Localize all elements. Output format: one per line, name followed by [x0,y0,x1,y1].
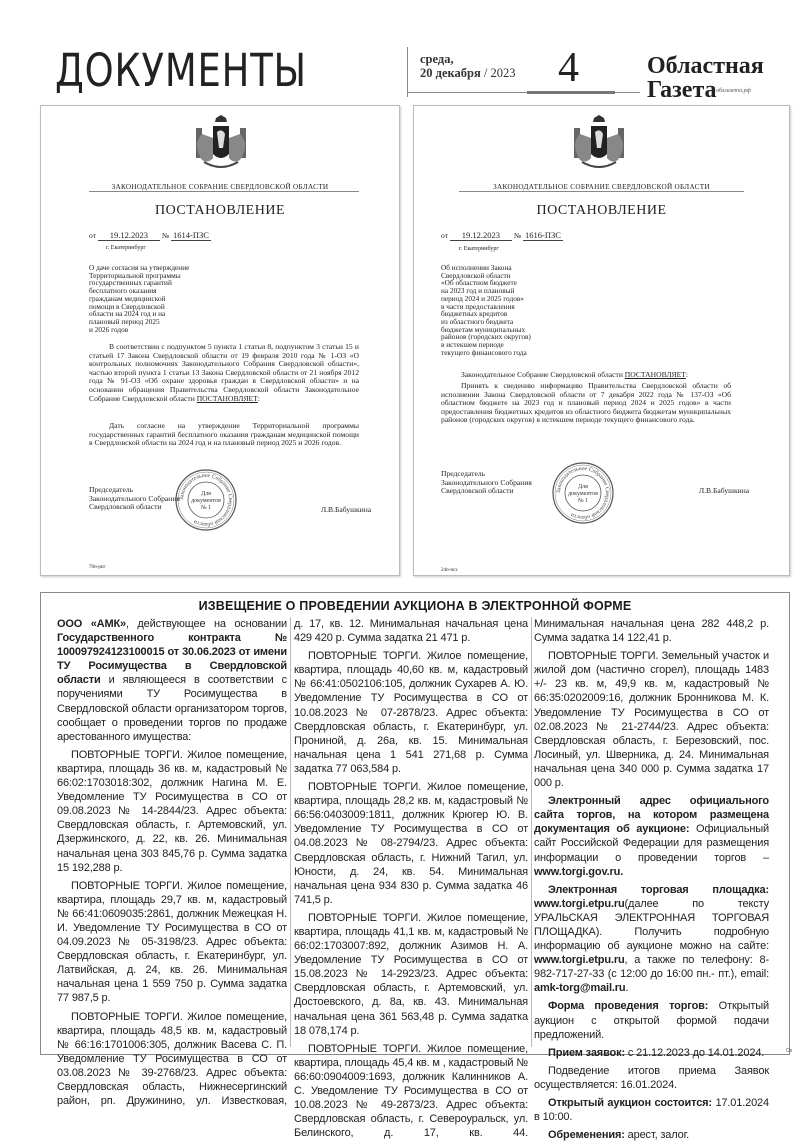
doc-body: В соответствии с подпунктом 5 пункта 1 статьи 8, подпунктом 3 статьи 15 и статьей 17 Закона Свердловской области от 19 февраля 2010 года № 1-ОЗ «О контрольных полномочиях Законодательного Собрания Свердловской области», частью второй пункта 1 статьи 13 Закона Свердловской области от 21 ноября 2012 года № 91-ОЗ «Об охране здоровья граждан в Свердловской области» и на основании обращения Правительства Свердловской области Законодательное Собрание Свердловской области ПОСТАНОВЛЯЕТ: [89,342,359,403]
issue-day: 20 декабря [420,66,481,80]
text: Открытый аукцион с открытой формой подачи предложений. [534,1000,769,1041]
doc-date: 19.12.2023 [98,231,160,241]
stamp-line-1: Для [201,491,211,497]
doc-signer: Л.В.Бабушкина [321,505,372,514]
doc-body-text: Законодательное Собрание Свердловской области [461,370,623,379]
text: арест, залог. [624,1129,690,1142]
text: ПОВТОРНЫЕ ТОРГИ. Жилое помещение, квартира, площадь 41,1 кв. м, кадастровый № 66:02:1703007:892, должник Азимов Н. А. Уведомление ТУ Росимущества в СО от 15.08.2023 № 14-2923/23. Адрес объекта: Свердловская область, г. Артемовский, ул. Достоевского, д. 8а, кв. 43. Минимальная начальная цена 361 563,48 р. Сумма задатка 18 078,174 р. [294,911,528,1037]
doc-org: ЗАКОНОДАТЕЛЬНОЕ СОБРАНИЕ СВЕРДЛОВСКОЙ ОБЛАСТИ [493,183,710,191]
text: Минимальная начальная цена 282 448,2 р. Сумма задатка 14 122,41 р. [534,618,769,645]
stamp-ring-text: Законодательное Собрание Свердловской области [178,472,234,528]
coat-of-arms-icon [564,114,634,174]
text: Официальный сайт Российской Федерации для размещения информации о проведении торгов – [534,823,769,864]
auction-paragraph [57,879,287,1006]
text: , действующее на основании [126,618,288,630]
auction-column-1 [57,617,287,1112]
doc-title: ПОСТАНОВЛЕНИЕ [154,203,286,218]
text: д. 17, кв. 12. Минимальная начальная цена 429 420 р. Сумма задатка 21 471 р. [294,618,528,645]
doc-subject: О даче согласия на утверждение Территориальной программы государственных гарантий бесплатного оказания гражданам медицинской помощи в Свердловской области на 2024 год и на плановый период 2025 и 2026 годов [89,263,190,334]
auction-paragraph [57,1010,287,1109]
doc-from-label: от [441,231,449,240]
auction-paragraph [294,617,528,645]
doc-code: 24п-нсх [441,568,458,573]
doc-resolves: ПОСТАНОВЛЯЕТ [196,393,258,403]
stamp-line-2: документов [191,498,221,504]
auction-paragraph [534,1128,769,1142]
stamp-line-1: Для [578,484,588,490]
sign-role-2: Законодательного Собрания [441,477,532,487]
auction-paragraph [534,1096,769,1124]
doc-from-label: от [89,231,97,240]
text: ПОВТОРНЫЕ ТОРГИ. Жилое помещение, квартира, площадь 28,2 кв. м, кадастровый № 66:56:0403009:1811, должник Крюгер Ю. В. Уведомление ТУ Росимущества в СО от 04.08.2023 № 08-2794/23. Адрес объекта: Свердловская область, г. Нижний Тагил, ул. Юности, д. 24, кв. 54. Минимальная начальная цена 934 830 р. Сумма задатка 46 741,5 р. [294,781,528,906]
text: ПОВТОРНЫЕ ТОРГИ. Жилое помещение, квартира, площадь 45,4 кв. м , кадастровый № 66:60:0904009:1693, должник Калинников А. С. Уведомление ТУ Росимущества в СО от 10.08.2023 № 49-2873/23. Адрес объекта: Свердловская область, г. Североуральск, ул. Белинского, д. 17, кв. 44. [294,1042,528,1140]
issue-weekday: среда, [420,52,454,66]
text: ПОВТОРНЫЕ ТОРГИ. Жилое помещение, квартира, площадь 40,60 кв. м, кадастровый № 66:41:0502106:105, должник Сухарев А. Ю. Уведомление ТУ Росимущества в СО от 10.08.2023 № 07-2878/23. Адрес объекта: Свердловская область, г. Екатеринбург, ул. Прониной, д. 26а, кв. 15. Минимальная начальная цена 1 541 271,68 р. Сумма задатка 77 063,584 р. [294,650,528,775]
auction-title: ИЗВЕЩЕНИЕ О ПРОВЕДЕНИИ АУКЦИОНА В ЭЛЕКТРОННОЙ ФОРМЕ [198,599,632,613]
official-stamp-icon [551,461,615,525]
stamp-ring-text: Законодательное Собрание Свердловской области [555,465,611,521]
section-title: ДОКУМЕНТЫ [55,44,307,97]
document-1616 [413,105,790,576]
doc-header-rule [459,191,744,192]
doc-signer: Л.В.Бабушкина [699,486,750,495]
doc-header-rule [89,191,359,192]
doc-date: 19.12.2023 [450,231,512,241]
sign-role-2: Законодательного Собрания [89,493,180,503]
bold-text: Открытый аукцион состоится: [548,1097,712,1109]
text: и являющееся в соответствии с поручениями ТУ Росимущества в Свердловской области организатором торгов, сообщает о проведении торгов по продаже арестованного имущества: [57,674,287,743]
doc-body: Законодательное Собрание Свердловской области ПОСТАНОВЛЯЕТ: [461,370,689,379]
doc-org: ЗАКОНОДАТЕЛЬНОЕ СОБРАНИЕ СВЕРДЛОВСКОЙ ОБЛАСТИ [111,183,329,191]
doc-decision: Принять к сведению информацию Правительства Свердловской области об исполнении Закона Свердловской области от 7 декабря 2022 года № 137-ОЗ «Об областном бюджете на 2023 год и плановый период 2024 и 2025 годов» в части предоставления бюджетных кредитов из областного бюджета бюджетам муниципальных районов (городских округов) в истекшем периоде текущего финансового года. [441,381,731,425]
text: , а также по телефону: 8-982-717-27-33 (с 12:00 до 16:00 пн.- пт.), email: [534,954,769,981]
text: ПОВТОРНЫЕ ТОРГИ. Земельный участок и жилой дом (частично сгорел), площадь 1483 +/- 23 кв. м, 49,9 кв. м, кадастровый № 66:35:0202009:16, должник Бронникова М. К. Уведомление ТУ Росимущества в СО от 02.08.2023 № 21-2744/23. Адрес объекта: Свердловская область, г. Березовский, пос. Лосиный, ул. Шверника, д. 24. Минимальная начальная цена 340 000 р. Сумма задатка 17 000 р. [534,650,769,790]
auction-paragraph [534,1064,769,1092]
sign-role-1: Председатель [441,469,486,478]
sign-role-3: Свердловской области [89,502,162,511]
auction-paragraph [534,649,769,790]
auction-paragraph [534,1046,769,1060]
text: 17.01.2024 в 10:00. [534,1097,769,1124]
column-divider [290,617,291,1047]
bold-text: Форма проведения торгов: [548,1000,709,1013]
doc-city: г. Екатеринбург [459,246,499,252]
auction-notice [40,592,793,1142]
auction-column-2 [294,617,528,1144]
doc-code: 70п-рпг [89,565,106,570]
stamp-line-3: № 1 [200,505,212,511]
stamp-line-3: № 1 [577,498,589,504]
auction-paragraph [57,617,287,744]
doc-decision: Дать согласие на утверждение Территориальной программы государственных гарантий бесплатного оказания гражданам медицинской помощи в Свердловской области на 2024 год и на плановый период 2025 и 2026 годов. [89,421,359,448]
bold-text: Обременения: [548,1129,625,1142]
doc-signature-role [441,470,532,496]
doc-date-line [441,231,563,241]
bold-text: ООО «АМК» [57,618,127,630]
doc-title: ПОСТАНОВЛЕНИЕ [536,203,667,218]
bold-text: Государственного контракта № 100097924123100015 от 30.06.2023 от имени ТУ Росимущества в Свердловской области [57,632,287,687]
issue-date [420,66,515,81]
auction-paragraph [294,780,528,907]
auction-paragraph [57,748,287,875]
stamp-line-2: документов [568,491,598,497]
auction-paragraph [534,999,769,1041]
text: с 21.12.2023 до 14.01.2024. [624,1046,765,1059]
text: (далее по тексту УРАЛЬСКАЯ ЭЛЕКТРОННАЯ ТОРГОВАЯ ПЛОЩАДКА). Получить подробную информацию об аукционе можно на сайте: [534,897,769,953]
logo-line2: Газета [647,77,717,103]
bold-text: www.torgi.etpu.ru [534,954,625,967]
page-number: 4 [558,45,579,91]
doc-resolves: ПОСТАНОВЛЯЕТ [624,370,686,379]
auction-paragraph [294,911,528,1038]
text: ПОВТОРНЫЕ ТОРГИ. Жилое помещение, квартира, площадь 48,5 кв. м, кадастровый № 66:16:1701006:305, должник Васева С. П. Уведомление ТУ Росимущества в СО от 03.08.2023 № 39-2768/23. Адрес объекта: Свердловская область, Нижнесергинский район, рп. Дружинино, ул. Известковая, [57,1010,287,1108]
auction-paragraph [534,794,769,879]
doc-subject: Об исполнении Закона Свердловской области «Об областном бюджете на 2023 год и плановый период 2024 и 2025 годов» в части предоставления бюджетных кредитов из областного бюджета бюджетам муниципальных районов (городских округов) в истекшем периоде текущего финансового года [441,263,531,357]
sign-role-3: Свердловской области [441,486,514,495]
bold-text: Электронный адрес официального сайта торгов, на котором размещена документация об аукционе: [534,795,769,836]
doc-number: 1614-ПЗС [171,231,211,241]
auction-paragraph [534,883,769,996]
doc-no-label: № [161,231,170,240]
text: ПОВТОРНЫЕ ТОРГИ. Жилое помещение, квартира, площадь 29,7 кв. м, кадастровый № 66:41:0609035:2861, должник Межецкая Н. И. Уведомление ТУ Росимущества в СО от 04.09.2023 № 05-3198/23. Адрес объекта: Свердловская область, г. Екатеринбург, ул. Латвийская, д. 24, кв. 26. Минимальная начальная цена 1 559 750 р. Сумма задатка 77 987,5 р. [57,879,287,1005]
coat-of-arms-icon [186,114,256,174]
doc-date-line [89,231,211,241]
doc-number: 1616-ПЗС [523,231,563,241]
bold-text: www.torgi.gov.ru. [534,865,624,878]
auction-paragraph [294,1042,528,1141]
text: . [625,982,629,995]
doc-body-text: В соответствии с подпунктом 5 пункта 1 статьи 8, подпунктом 3 статьи 15 и статьей 17 Закона Свердловской области от 19 февраля 2010 года № 1-ОЗ «О контрольных полномочиях Законодательного Собрания Свердловской области», частью второй пункта 1 статьи 13 Закона Свердловской области от 21 ноября 2012 года № 91-ОЗ «Об охране здоровья граждан в Свердловской области» и на основании обращения Правительства Свердловской области Законодательное Собрание Свердловской области [89,342,359,403]
text: Подведение итогов приема Заявок осуществляется: 16.01.2024. [534,1064,769,1091]
sign-role-1: Председатель [89,485,134,494]
logo-site: облгазета.рф [716,88,751,94]
doc-city: г. Екатеринбург [106,245,146,251]
auction-paragraph [534,617,769,645]
auction-column-3 [534,617,769,1146]
auction-paragraph [294,649,528,776]
text: ПОВТОРНЫЕ ТОРГИ. Жилое помещение, квартира, площадь 36 кв. м, кадастровый № 66:02:1703018:302, должник Нагина М. Е. Уведомление ТУ Росимущества в СО от 09.08.2023 № 14-2844/23. Адрес объекта: Свердловская область, г. Артемовский, ул. Дзержинского, д. 22, кв. 26. Минимальная начальная цена 303 845,76 р. Сумма задатка 15 192,288 р. [57,748,287,874]
page-mark: Ок [786,1048,793,1054]
bold-text: amk-torg@mail.ru [534,982,626,995]
bold-text: Электронная торговая площадка: www.torgi.etpu.ru [534,883,769,910]
doc-signature-role [89,486,180,512]
bold-text: Прием заявок: [548,1046,625,1059]
issue-year: / 2023 [483,66,516,80]
official-stamp-icon [174,468,238,532]
doc-no-label: № [513,231,522,240]
column-divider [531,617,532,1047]
header-divider [407,47,408,97]
logo-line1: Областная [647,53,764,79]
document-1614 [40,105,400,576]
